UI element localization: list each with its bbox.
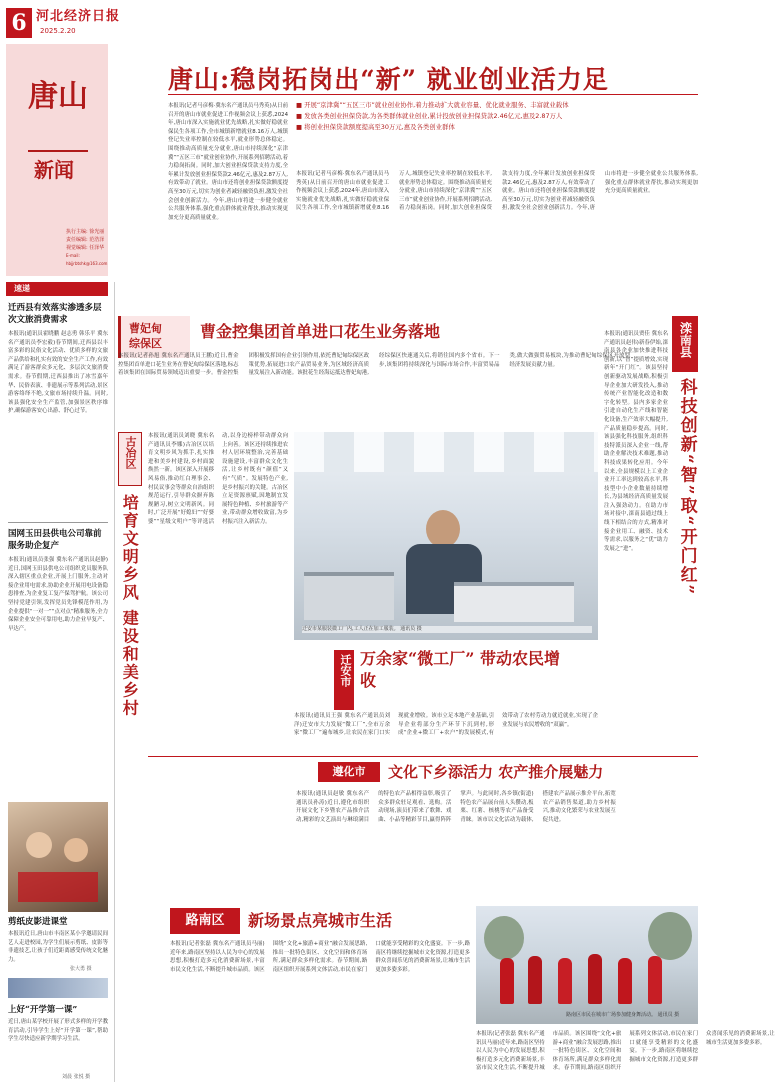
brief2-title: 国网玉田县供电公司靠前服务助企复产 — [8, 529, 102, 551]
qianan-body-left: 本报讯(通讯员王强 冀东名产通讯员刘洋)迁安市大力发展“微工厂”,全市万余家“微工厂”遍布城乡,让农民在家门口实现就业增收。该市立足本地产业基础,引导企业将部分生产环节下沉到村,形成“企业+微工厂+农户”的发展模式,有效带动了农村劳动力就近就业,实现了企业发展与农民增收的“双赢”。 — [294, 713, 598, 737]
child-figure — [26, 832, 52, 858]
factory-light — [294, 432, 598, 472]
headline-body-cont: 本报讯(记者马彦梅·冀东名产通讯员马秀英)从日前召开的唐山市就业促进工作视频会议上获悉,2024年,唐山市深入实施就业优先战略,扎实做好稳就业保民生各项工作,全市城镇新增就业8.16万人,城镇登记失业率控制在较低水平,就业形势总体稳定。围绕推动高质量充分就业,唐山市持续深化“京津冀”“五区三市”就业创业协作,开展系列招聘活动,着力稳岗拓岗。同时,加大创业担保贷款支持力度,全年累计发放创业担保贷款2.46亿元,惠及2.87万人,有效带动了就业。唐山市还将创业担保贷款额度提高至30万元,切实为创业者减轻融资负担,激发全社会创业创新活力。今年,唐山市将进一步健全就业公共服务体系,强化重点群体就业帮扶,推动实现更加充分更高质量就业。 — [296, 171, 698, 212]
section-city: 唐山 — [28, 79, 88, 114]
headline-bullet: ■ 开展“京津冀”“五区三市”就业创业协作,着力推动扩大就业容量、优化就业服务、丰富就业载体 — [296, 101, 569, 109]
tag-line: 曹妃甸 — [129, 322, 162, 335]
sewing-machine — [304, 572, 394, 620]
qianan-title-block: 万余家“微工厂” 带动农民增收 — [360, 649, 560, 690]
headline-bullet: ■ 发放各类创业担保贷款,为各类群体就业创业,累计投放创业担保贷款2.46亿元,惠及2.87万人 — [296, 112, 563, 120]
brief4-body: 近日,唐山某学校开展了形式多样的开学教育活动,引导学生上好“开学第一课”,帮助学生尽快适应新学期学习生活。 — [8, 1019, 108, 1043]
luanan-body: 本报讯(通讯员贾佳 冀东名产通讯员赵伟)新春伊始,滦南县各企业加快推进科技创新,以“智”提质增效,实现新年“开门红”。该县坚持创新驱动发展战略,积极引导企业加大研发投入,推动传统产业智能化改造和数字化转型。县内多家企业引进自动化生产线和智能化设备,生产效率大幅提升,产品质量稳步提高。同时,该县强化科技服务,组织科技特派员深入企业一线,帮助企业解决技术难题,推动科技成果转化应用。今年以来,全县规模以上工业企业开工率达到较高水平,科技型中小企业数量持续增长,为县域经济高质量发展注入强劲动力。在助力市场对接中,滦南县通过线上线下相结合的方式,精准对接企业用工、融资、技术等需求,以服务之“优”助力发展之“进”。 — [604, 331, 668, 552]
luanan-tag-label: 滦南县 — [678, 322, 693, 358]
lunan-title: 新场景点亮城市生活 — [248, 911, 393, 930]
brief3-photo — [8, 802, 108, 912]
brief2-body: 本报讯(通讯员张强 冀东名产通讯员赵静)近日,国网玉田县供电公司组织党员服务队深入辖区重点企业,开展上门服务,主动对接企业用电需求,协助企业开展用电设备隐患排查,为企业复工复产保驾护航。该公司坚持党建引领,发挥党员先锋模范作用,为企业提供“一对一”“点对点”精准服务,全力保障企业安全可靠用电,助力企业早复产、早达产。 — [8, 557, 108, 632]
qianan-caption: 迁安市某服装微工厂内,工人正在加工服装。 通讯员 摄 — [302, 626, 592, 633]
dancer — [648, 956, 662, 1004]
qianan-photo — [294, 432, 598, 640]
bullet-text: 将创业担保贷款额度提高至30万元,惠及各类创业群体 — [304, 123, 455, 131]
paper-name: 河北经济日报 — [36, 9, 121, 24]
brief4-title: 上好“开学第一课” — [8, 1005, 78, 1015]
headline-rule — [168, 94, 698, 95]
column-separator — [114, 282, 115, 1082]
headline-body: 本报讯(记者马彦梅·冀东名产通讯员马秀英)从日前召开的唐山市就业促进工作视频会议上获悉,2024年,唐山市深入实施就业优先战略,扎实做好稳就业保民生各项工作,全市城镇新增就业8.16万人,城镇登记失业率控制在较低水平,就业形势总体稳定。围绕推动高质量充分就业,唐山市持续深化“京津冀”“五区三市”就业创业协作,开展系列招聘活动,着力稳岗拓岗。同时,加大创业担保贷款支持力度,全年累计发放创业担保贷款2.46亿元,惠及2.87万人,有效带动了就业。唐山市还将创业担保贷款额度提高至30万元,切实为创业者减轻融资负担,激发全社会创业创新活力。今年,唐山市将进一步健全就业公共服务体系,强化重点群体就业帮扶,推动实现更加充分更高质量就业。 — [168, 103, 288, 221]
papercut-shape — [18, 872, 98, 902]
brief3-title: 剪纸皮影进课堂 — [8, 917, 68, 927]
brief4-photo — [8, 978, 108, 998]
brief3-byline: 张大勇 摄 — [70, 966, 92, 972]
brief-banner: 速递 — [6, 282, 108, 296]
guye-body: 本报讯(通讯员刘晓 冀东名产通讯员李娜)古冶区以培育文明乡风为抓手,扎实推进和美乡村建设,乡村面貌焕然一新。该区深入开展移风易俗,推动红白理事会、村民议事会等群众自治组织规范运行,引导群众摒弃陈规陋习,树立文明新风。同时,广泛开展“好媳妇”“好婆婆”“星级文明户”等评选活动,以身边榜样带动群众向上向善。该区还持续推进农村人居环境整治,完善基础设施建设,丰富群众文化生活,让乡村既有“颜值”又有“气质”。发展特色产业,是乡村振兴的关键。古冶区立足资源禀赋,因地制宜发展特色种植、乡村旅游等产业,带动群众增收致富,为乡村振兴注入新活力。 — [148, 433, 288, 525]
headline-bullets — [296, 100, 616, 133]
section-city-underline — [28, 150, 88, 152]
dancer — [528, 956, 542, 1004]
editor-line: 视觉编辑: 任泽华 — [66, 245, 105, 251]
lunan-body-cont: 本报讯(记者张磊 冀东名产通讯员马丽)近年来,路南区坚持以人民为中心的发展思想,积极打造多元化消费新场景,丰富市民文化生活,不断提升城市品质。该区围绕“文化+旅游+商业”融合发展思路,推出一批特色街区、文化空间和体育场所,满足群众多样化需求。春节期间,路南区组织开展系列文体活动,市民在家门口就能享受精彩的文化盛宴。下一步,路南区将继续挖掘城市文化资源,打造更多群众喜闻乐见的消费新场景,让城市生活更加多姿多彩。 — [476, 1031, 775, 1072]
headline-bullet: ■ 将创业担保贷款额度提高至30万元,惠及各类创业群体 — [296, 123, 455, 131]
luanan-title: 科技创新“智”取“开门红” — [676, 378, 697, 597]
dancer — [558, 958, 572, 1004]
dancer — [500, 958, 514, 1004]
editor-credits — [66, 228, 108, 268]
zunhua-tag: 遵化市 — [318, 762, 380, 782]
brief-divider — [8, 522, 108, 523]
lunan-caption: 路南区市民在城市广场参加健身舞活动。 通讯员 摄 — [566, 1012, 680, 1018]
bullet-text: 发放各类创业担保贷款,为各类群体就业创业,累计投放创业担保贷款2.46亿元,惠及2.87万人 — [304, 112, 563, 120]
brief3-body: 本报讯近日,唐山市丰南区某小学邀请民间艺人走进校园,为学生们展示剪纸、皮影等非遗技艺,让孩子们近距离感受传统文化魅力。 — [8, 931, 108, 963]
editor-line: 责任编辑: 范浩泽 — [66, 237, 105, 243]
editor-line: 执行主编: 徐光丽 — [66, 229, 105, 235]
worker-head — [426, 510, 460, 548]
guye-title: 培育文明乡风 建设和美乡村 — [120, 494, 140, 718]
lunan-photo — [476, 906, 698, 1024]
zunhua-rule — [148, 756, 698, 757]
plaza-tree — [484, 916, 524, 960]
guye-tag-label: 古冶区 — [123, 436, 137, 469]
dancer — [588, 954, 602, 1004]
child-figure — [64, 838, 88, 862]
zunhua-body: 本报讯(通讯员赵敏 冀东名产通讯员孙涛)近日,遵化市组织开展文化下乡暨农产品推介活动,精彩的文艺演出与琳琅满目的特色农产品相得益彰,吸引了众多群众驻足观看、选购。活动现场,演员们带来了歌舞、戏曲、小品等精彩节目,赢得阵阵掌声。与此同时,各乡镇(街道)特色农产品展台前人头攒动,板栗、红薯、核桃等农产品备受青睐。该市以文化活动为载体,搭建农产品展示推介平台,拓宽农产品销售渠道,助力乡村振兴,推动文化繁荣与农业发展互促共进。 — [296, 791, 616, 823]
lunan-body: 本报讯(记者张磊 冀东名产通讯员马丽)近年来,路南区坚持以人民为中心的发展思想,积极打造多元化消费新场景,丰富市民文化生活,不断提升城市品质。该区围绕“文化+旅游+商业”融合发展思路,推出一批特色街区、文化空间和体育场所,满足群众多样化需求。春节期间,路南区组织开展系列文体活动,市民在家门口就能享受精彩的文化盛宴。下一步,路南区将继续挖掘城市文化资源,打造更多群众喜闻乐见的消费新场景,让城市生活更加多姿多彩。 — [170, 941, 470, 973]
brief1-title: 迁西县有效落实渗透多层次文旅消费需求 — [8, 303, 102, 325]
issue-date: 2025.2.20 — [40, 27, 76, 35]
qianan-tag-label: 迁安市 — [338, 654, 352, 687]
page-number: 6 — [6, 8, 32, 38]
tag-line: 综保区 — [129, 337, 162, 350]
caofeidian-title: 曹金控集团首单进口花生业务落地 — [200, 322, 441, 341]
brief4-byline: 刘晨 张悦 摄 — [62, 1074, 91, 1080]
brief1-body: 本报讯(通讯员霍晓鹏 赵志勇 韩乐平 冀东名产通讯员李宏毅)春节期间,迁西县以丰富多彩的民俗文化活动、优质多样的文旅产品供给和扎实有效的安全生产工作,有效满足了游客群众多元化、多层次文旅消费需求。春节假期,迁西县推出了冰雪嘉年华、民俗表演、非遗展示等系列活动,景区游客络绎不绝,文旅市场持续升温。同时,该县强化安全生产监管,加强景区秩序维护,确保游客安心出游、舒心过节。 — [8, 331, 108, 415]
lunan-tag: 路南区 — [170, 908, 240, 934]
dancer — [618, 958, 632, 1004]
sewing-machine — [454, 582, 574, 622]
caofeidian-body: 本报讯(记者孙旭 冀东名产通讯员王鹏)近日,曹金控集团首单进口花生业务在曹妃甸综保区落地,标志着该集团在国际贸易领域迈出重要一步。曹金控集团积极发挥国有企业引领作用,依托曹妃甸综保区政策优势,拓展进口农产品贸易业务,为区域经济高质量发展注入新动能。该批花生经海运抵达曹妃甸港,经综保区快速通关后,将销往国内多个省市。下一步,该集团将持续深化与国际市场合作,丰富贸易品类,做大做强贸易板块,为推动曹妃甸综保区开放型经济发展贡献力量。 — [118, 353, 630, 377]
plaza-tree — [648, 912, 692, 960]
zunhua-title: 文化下乡添活力 农产推介展魅力 — [388, 763, 604, 781]
editor-email: E-mail: hbjjrbtshk@163.com — [66, 253, 108, 266]
section-type: 新闻 — [34, 158, 74, 182]
bullet-text: 开展“京津冀”“五区三市”就业创业协作,着力推动扩大就业容量、优化就业服务、丰富就业载体 — [304, 101, 569, 109]
headline-title: 唐山:稳岗拓岗出“新” 就业创业活力足 — [168, 65, 609, 94]
